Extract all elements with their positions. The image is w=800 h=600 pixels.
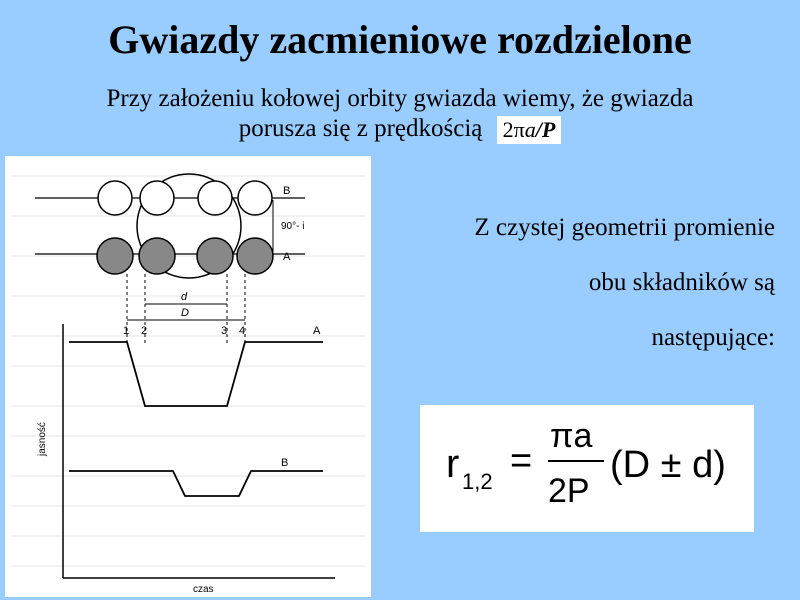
velocity-formula [497,116,562,144]
star-shaded-2 [139,238,175,274]
intro-line-2-text: porusza się z prędkością [238,115,483,142]
eclipse-geometry-figure [5,156,371,597]
label-a: A [283,251,291,263]
formula-denominator: 2P [548,472,590,510]
curve-a-label: A [313,325,321,337]
radius-formula-box [420,405,754,532]
velocity-coef: 2π [502,117,525,143]
contact-3: 3 [221,325,228,337]
contact-2: 2 [141,325,148,337]
formula-lhs: r [446,442,460,486]
x-axis-label: czas [193,584,214,595]
formula-rhs: (D ± d) [610,444,726,486]
y-axis-label: jasność [37,422,48,456]
geometry-line-1: Z czystej geometrii promienie [474,214,775,241]
intro-line-2 [40,114,760,144]
star-open-3 [198,181,232,215]
velocity-var-a: a [524,117,536,143]
geometry-line-2: obu składników są [588,269,775,296]
formula-numerator: πa [550,417,593,455]
formula-equals: = [510,440,533,482]
geometry-text [400,200,775,365]
geometry-line-3: następujące: [651,324,775,351]
label-d-big: D [181,307,189,319]
intro-text [40,84,760,144]
star-shaded-4 [237,238,273,274]
slide-title: Gwiazdy zacmieniowe rozdzielone [108,17,692,62]
star-shaded-1 [97,238,133,274]
contact-4: 4 [239,325,246,337]
formula-subscript: 1,2 [462,469,493,494]
star-shaded-3 [197,238,233,274]
eclipse-diagram [5,156,371,597]
faded-scan-text [11,176,365,566]
contact-1: 1 [123,325,130,337]
intro-line-1: Przy założeniu kołowej orbity gwiazda wiemy, że gwiazda [106,85,694,112]
star-open-1 [98,181,132,215]
velocity-var-p: P [541,117,556,143]
star-open-2 [140,181,174,215]
curve-b-label: B [281,457,289,469]
label-b: B [283,185,291,197]
light-curve-a [69,342,323,406]
velocity-slash: / [535,117,542,143]
star-open-4 [238,181,272,215]
angle-label: 90°- i [281,221,305,232]
light-curve-b [69,471,323,496]
label-d-small: d [181,291,188,303]
radius-formula [420,405,754,532]
